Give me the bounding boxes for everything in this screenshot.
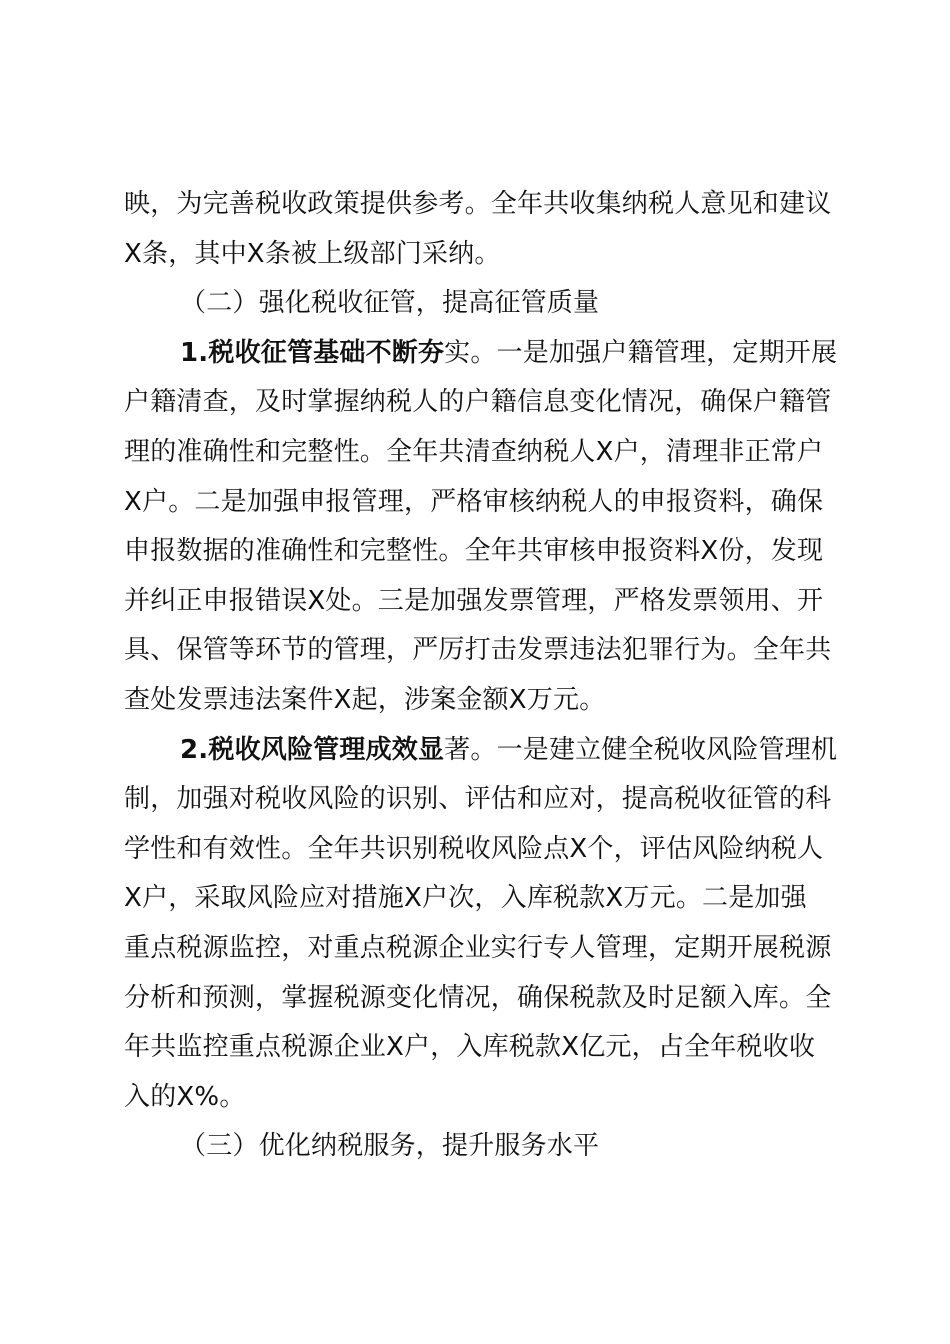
text-line: X户。二是加强申报管理，严格审核纳税人的申报资料，确保 <box>124 486 824 517</box>
text-line: 年共监控重点税源企业X户，入库税款X亿元，占全年税收收 <box>124 1032 816 1063</box>
text-line: X条，其中X条被上级部门采纳。 <box>124 238 501 269</box>
section-heading-3: （三）优化纳税服务，提升服务水平 <box>180 1131 600 1162</box>
subsection-2-title: 2.税收风险管理成效显 <box>180 734 445 765</box>
text-line: 制，加强对税收风险的识别、评估和应对，提高税收征管的科 <box>124 784 832 815</box>
subsection-2-first-line <box>124 726 836 776</box>
text-line: 学性和有效性。全年共识别税收风险点X个，评估风险纳税人 <box>124 833 824 864</box>
text-line: 理的准确性和完整性。全年共清查纳税人X户，清理非正常户 <box>124 436 824 467</box>
subsection-1-text: 实。一是加强户籍管理，定期开展 <box>444 337 838 368</box>
text-line: 入的X%。 <box>124 1081 246 1112</box>
text-line: 分析和预测，掌握税源变化情况，确保税款及时足额入库。全 <box>124 982 832 1013</box>
subsection-1-first-line <box>124 329 836 379</box>
text-line: 具、保管等环节的管理，严厉打击发票违法犯罪行为。全年共 <box>124 635 832 666</box>
text-line: 重点税源监控，对重点税源企业实行专人管理，定期开展税源 <box>124 932 832 963</box>
subsection-1-title: 1.税收征管基础不断夯 <box>180 337 445 368</box>
text-line: 并纠正申报错误X处。三是加强发票管理，严格发票领用、开 <box>124 585 824 616</box>
document-body <box>124 180 836 1172</box>
text-line: X户，采取风险应对措施X户次，入库税款X万元。二是加强 <box>124 883 807 914</box>
section-heading-2: （二）强化税收征管，提高征管质量 <box>180 288 600 319</box>
text-line: 申报数据的准确性和完整性。全年共审核申报资料X份，发现 <box>124 536 824 567</box>
text-line: 查处发票违法案件X起，涉案金额X万元。 <box>124 684 606 715</box>
text-line: 户籍清查，及时掌握纳税人的户籍信息变化情况，确保户籍管 <box>124 387 832 418</box>
text-line: 映，为完善税收政策提供参考。全年共收集纳税人意见和建议 <box>124 189 832 219</box>
subsection-2-text: 著。一是建立健全税收风险管理机 <box>444 734 838 765</box>
